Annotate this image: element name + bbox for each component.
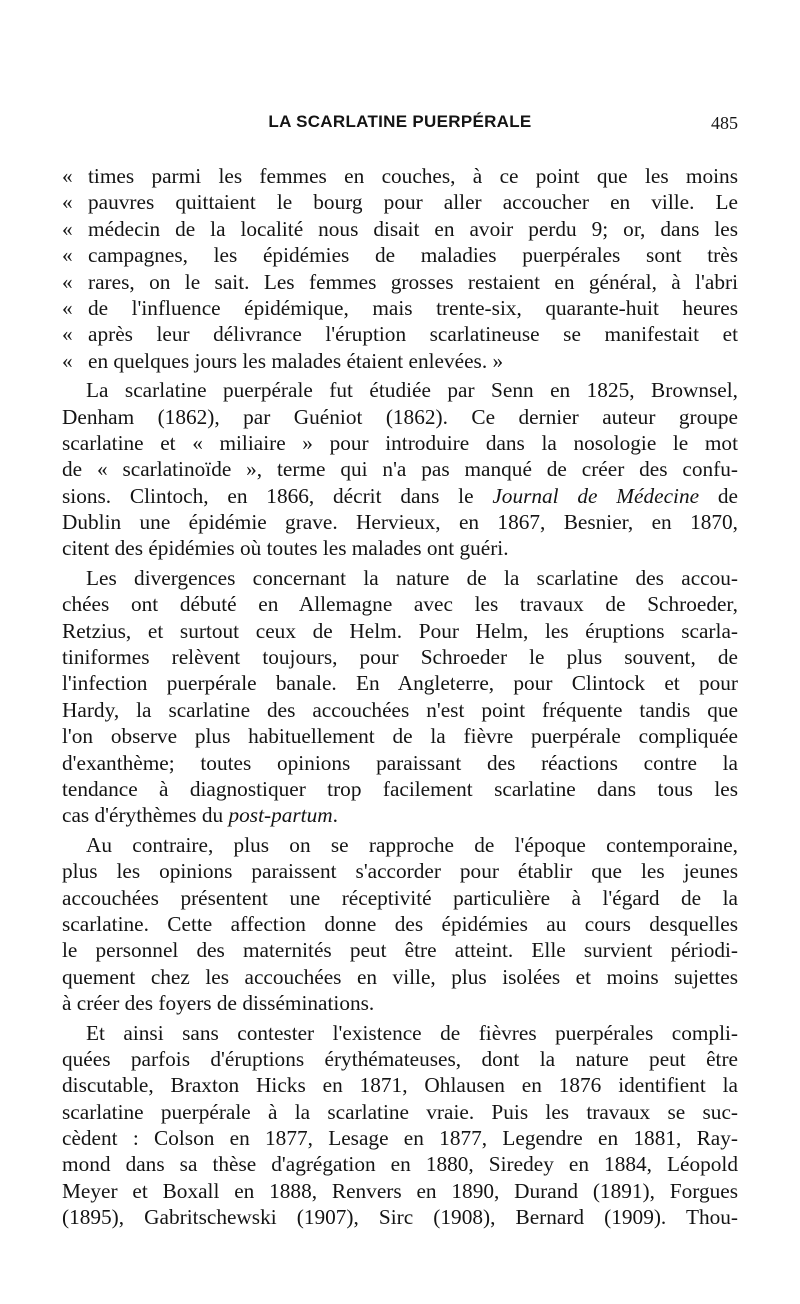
text-line: Hardy, la scarlatine des accouchées n'est point fréquente tandis que bbox=[62, 697, 738, 722]
paragraph bbox=[62, 1020, 738, 1231]
text-line: Meyer et Boxall en 1888, Renvers en 1890, Durand (1891), Forgues bbox=[62, 1178, 738, 1203]
text-line: scarlatine et « miliaire » pour introduire dans la nosologie le mot bbox=[62, 430, 738, 455]
text-line: « de l'influence épidémique, mais trente-six, quarante-huit heures bbox=[62, 295, 738, 320]
text-line: citent des épidémies où toutes les malades ont guéri. bbox=[62, 536, 509, 561]
quotation-paragraph bbox=[62, 163, 738, 374]
text-line: « après leur délivrance l'éruption scarlatineuse se manifestait et bbox=[62, 322, 738, 347]
text-line: « pauvres quittaient le bourg pour aller accoucher en ville. Le bbox=[62, 190, 738, 215]
text-line: cèdent : Colson en 1877, Lesage en 1877, Legendre en 1881, Ray- bbox=[62, 1126, 738, 1151]
text-line: sions. Clintoch, en 1866, décrit dans le Journal de Médecine de bbox=[62, 483, 738, 508]
italic-term: post-partum bbox=[228, 803, 333, 828]
body-text bbox=[62, 163, 738, 1231]
journal-title: Journal de Médecine bbox=[492, 483, 700, 508]
quote-mark: « bbox=[62, 216, 73, 241]
text-line: (1895), Gabritschewski (1907), Sirc (1908), Bernard (1909). Thou- bbox=[62, 1205, 738, 1230]
running-head bbox=[62, 112, 738, 140]
quote-mark: « bbox=[62, 164, 73, 188]
text-line: quement chez les accouchées en ville, plus isolées et moins sujettes bbox=[62, 964, 738, 989]
text-line: Les divergences concernant la nature de la scarlatine des accou- bbox=[86, 565, 738, 590]
text-line: Et ainsi sans contester l'existence de fièvres puerpérales compli- bbox=[86, 1020, 738, 1045]
quote-mark: « bbox=[62, 269, 73, 294]
text-line: mond dans sa thèse d'agrégation en 1880, Siredey en 1884, Léopold bbox=[62, 1152, 738, 1177]
paragraph bbox=[62, 832, 738, 1017]
paragraph bbox=[62, 565, 738, 829]
text-line: accouchées présentent une réceptivité particulière à l'égard de la bbox=[62, 885, 738, 910]
text-line: discutable, Braxton Hicks en 1871, Ohlausen en 1876 identifient la bbox=[62, 1073, 738, 1098]
text-line: Dublin une épidémie grave. Hervieux, en 1867, Besnier, en 1870, bbox=[62, 510, 738, 535]
text-line: plus les opinions paraissent s'accorder pour établir que les jeunes bbox=[62, 859, 738, 884]
text-line: Denham (1862), par Guéniot (1862). Ce dernier auteur groupe bbox=[62, 404, 738, 429]
quote-mark: « bbox=[62, 190, 73, 215]
quote-mark: « bbox=[62, 348, 73, 373]
running-title: LA SCARLATINE PUERPÉRALE bbox=[268, 112, 532, 131]
text-line: tiniformes relèvent toujours, pour Schroeder le plus souvent, de bbox=[62, 645, 738, 670]
text-line: cas d'érythèmes du post-partum. bbox=[62, 803, 338, 828]
text-line: d'exanthème; toutes opinions paraissant des réactions contre la bbox=[62, 750, 738, 775]
text-line: « en quelques jours les malades étaient enlevées. » bbox=[62, 348, 504, 373]
text-line: La scarlatine puerpérale fut étudiée par Senn en 1825, Brownsel, bbox=[86, 378, 738, 403]
text-line: Au contraire, plus on se rapproche de l'époque contemporaine, bbox=[86, 832, 738, 857]
page-number: 485 bbox=[711, 113, 738, 133]
text-line: Retzius, et surtout ceux de Helm. Pour Helm, les éruptions scarla- bbox=[62, 618, 738, 643]
text-line: « campagnes, les épidémies de maladies puerpérales sont très bbox=[62, 243, 738, 268]
text-line: quées parfois d'éruptions érythémateuses, dont la nature peut être bbox=[62, 1046, 738, 1071]
paragraph bbox=[62, 377, 738, 562]
text-line: à créer des foyers de disséminations. bbox=[62, 991, 375, 1016]
text-line: l'on observe plus habituellement de la fièvre puerpérale compliquée bbox=[62, 724, 738, 749]
text-line: scarlatine. Cette affection donne des épidémies au cours desquelles bbox=[62, 911, 738, 936]
text-line: « médecin de la localité nous disait en avoir perdu 9; or, dans les bbox=[62, 216, 738, 241]
quote-mark: « bbox=[62, 243, 73, 268]
text-line: le personnel des maternités peut être atteint. Elle survient périodi- bbox=[62, 938, 738, 963]
text-line: scarlatine puerpérale à la scarlatine vraie. Puis les travaux se suc- bbox=[62, 1099, 738, 1124]
text-line: « times parmi les femmes en couches, à ce point que les moins bbox=[62, 164, 738, 188]
text-line: « rares, on le sait. Les femmes grosses restaient en général, à l'abri bbox=[62, 269, 738, 294]
quote-mark: « bbox=[62, 322, 73, 347]
text-line: l'infection puerpérale banale. En Angleterre, pour Clintock et pour bbox=[62, 671, 738, 696]
text-line: de « scarlatinoïde », terme qui n'a pas manqué de créer des confu- bbox=[62, 457, 738, 482]
quote-mark: « bbox=[62, 295, 73, 320]
text-line: chées ont débuté en Allemagne avec les travaux de Schroeder, bbox=[62, 592, 738, 617]
text-line: tendance à diagnostiquer trop facilement scarlatine dans tous les bbox=[62, 776, 738, 801]
